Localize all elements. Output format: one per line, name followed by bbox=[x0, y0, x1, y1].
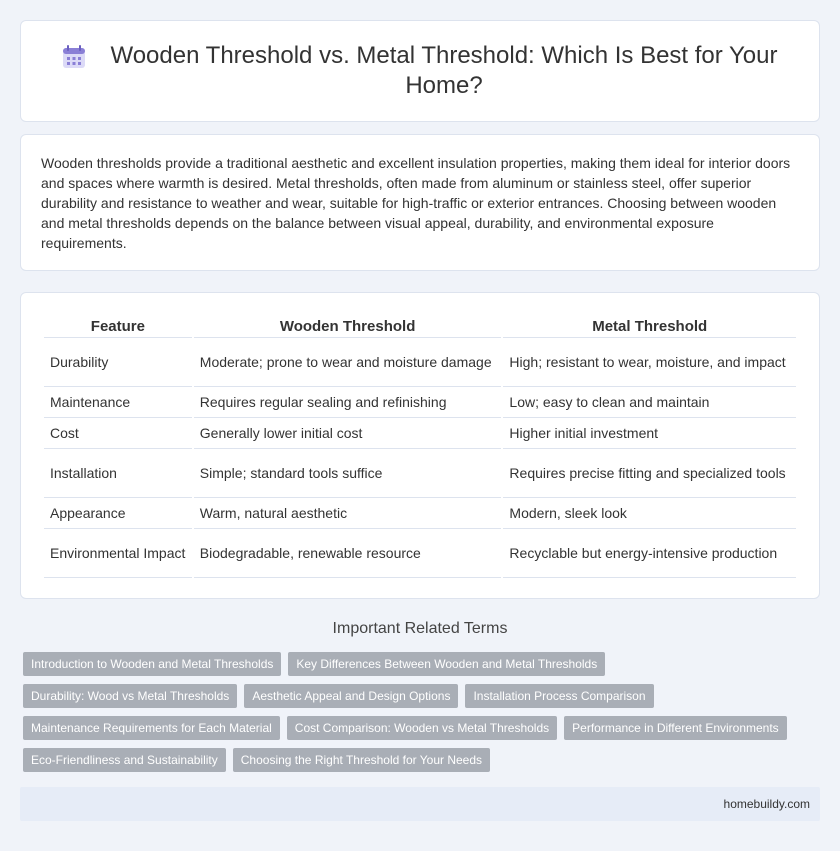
wooden-cell: Requires regular sealing and refinishing bbox=[194, 387, 502, 418]
comparison-card bbox=[20, 292, 820, 599]
related-term-tag[interactable]: Maintenance Requirements for Each Material bbox=[23, 716, 280, 740]
feature-cell: Appearance bbox=[44, 498, 192, 529]
table-row bbox=[44, 338, 796, 387]
feature-cell: Maintenance bbox=[44, 387, 192, 418]
wooden-cell: Moderate; prone to wear and moisture damage bbox=[194, 338, 502, 387]
related-terms-heading: Important Related Terms bbox=[332, 620, 508, 637]
related-term-tag[interactable]: Choosing the Right Threshold for Your Needs bbox=[233, 748, 490, 772]
intro-card bbox=[20, 134, 820, 271]
footer bbox=[20, 787, 820, 821]
metal-cell: Higher initial investment bbox=[503, 418, 796, 449]
metal-cell: Recyclable but energy-intensive production bbox=[503, 529, 796, 578]
page-title: Wooden Threshold vs. Metal Threshold: Which Is Best for Your Home? bbox=[110, 42, 778, 99]
feature-cell: Environmental Impact bbox=[44, 529, 192, 578]
wooden-cell: Biodegradable, renewable resource bbox=[194, 529, 502, 578]
feature-cell: Durability bbox=[44, 338, 192, 387]
related-terms-list bbox=[23, 652, 803, 780]
wooden-cell: Simple; standard tools suffice bbox=[194, 449, 502, 498]
metal-cell: Modern, sleek look bbox=[503, 498, 796, 529]
metal-cell: Requires precise fitting and specialized tools bbox=[503, 449, 796, 498]
related-term-tag[interactable]: Aesthetic Appeal and Design Options bbox=[244, 684, 458, 708]
table-row bbox=[44, 418, 796, 449]
related-term-tag[interactable]: Durability: Wood vs Metal Thresholds bbox=[23, 684, 237, 708]
table-row bbox=[44, 449, 796, 498]
related-term-tag[interactable]: Performance in Different Environments bbox=[564, 716, 787, 740]
table-row bbox=[44, 529, 796, 578]
intro-paragraph: Wooden thresholds provide a traditional aesthetic and excellent insulation properties, making them ideal for interior doors and spaces where warmth is desired. Metal thresholds, often made from aluminum or stainless steel, offer superior durability and resistance to weather and wear, suitable for high-traffic or exterior entrances. Choosing between wooden and metal thresholds depends on the balance between visual appeal, durability, and environmental exposure requirements. bbox=[41, 155, 791, 251]
wooden-cell: Generally lower initial cost bbox=[194, 418, 502, 449]
related-term-tag[interactable]: Eco-Friendliness and Sustainability bbox=[23, 748, 226, 772]
calendar-icon bbox=[61, 44, 87, 70]
comparison-table bbox=[42, 313, 798, 578]
related-term-tag[interactable]: Cost Comparison: Wooden vs Metal Thresholds bbox=[287, 716, 557, 740]
header-metal: Metal Threshold bbox=[503, 313, 796, 338]
related-term-tag[interactable]: Installation Process Comparison bbox=[465, 684, 653, 708]
related-term-tag[interactable]: Key Differences Between Wooden and Metal Thresholds bbox=[288, 652, 605, 676]
header-feature: Feature bbox=[44, 313, 192, 338]
title-card bbox=[20, 20, 820, 122]
table-header-row bbox=[44, 313, 796, 338]
metal-cell: High; resistant to wear, moisture, and impact bbox=[503, 338, 796, 387]
feature-cell: Cost bbox=[44, 418, 192, 449]
header-wooden: Wooden Threshold bbox=[194, 313, 502, 338]
related-term-tag[interactable]: Introduction to Wooden and Metal Thresholds bbox=[23, 652, 281, 676]
wooden-cell: Warm, natural aesthetic bbox=[194, 498, 502, 529]
table-row bbox=[44, 387, 796, 418]
metal-cell: Low; easy to clean and maintain bbox=[503, 387, 796, 418]
feature-cell: Installation bbox=[44, 449, 192, 498]
footer-site-link[interactable]: homebuildy.com bbox=[723, 797, 810, 811]
table-row bbox=[44, 498, 796, 529]
